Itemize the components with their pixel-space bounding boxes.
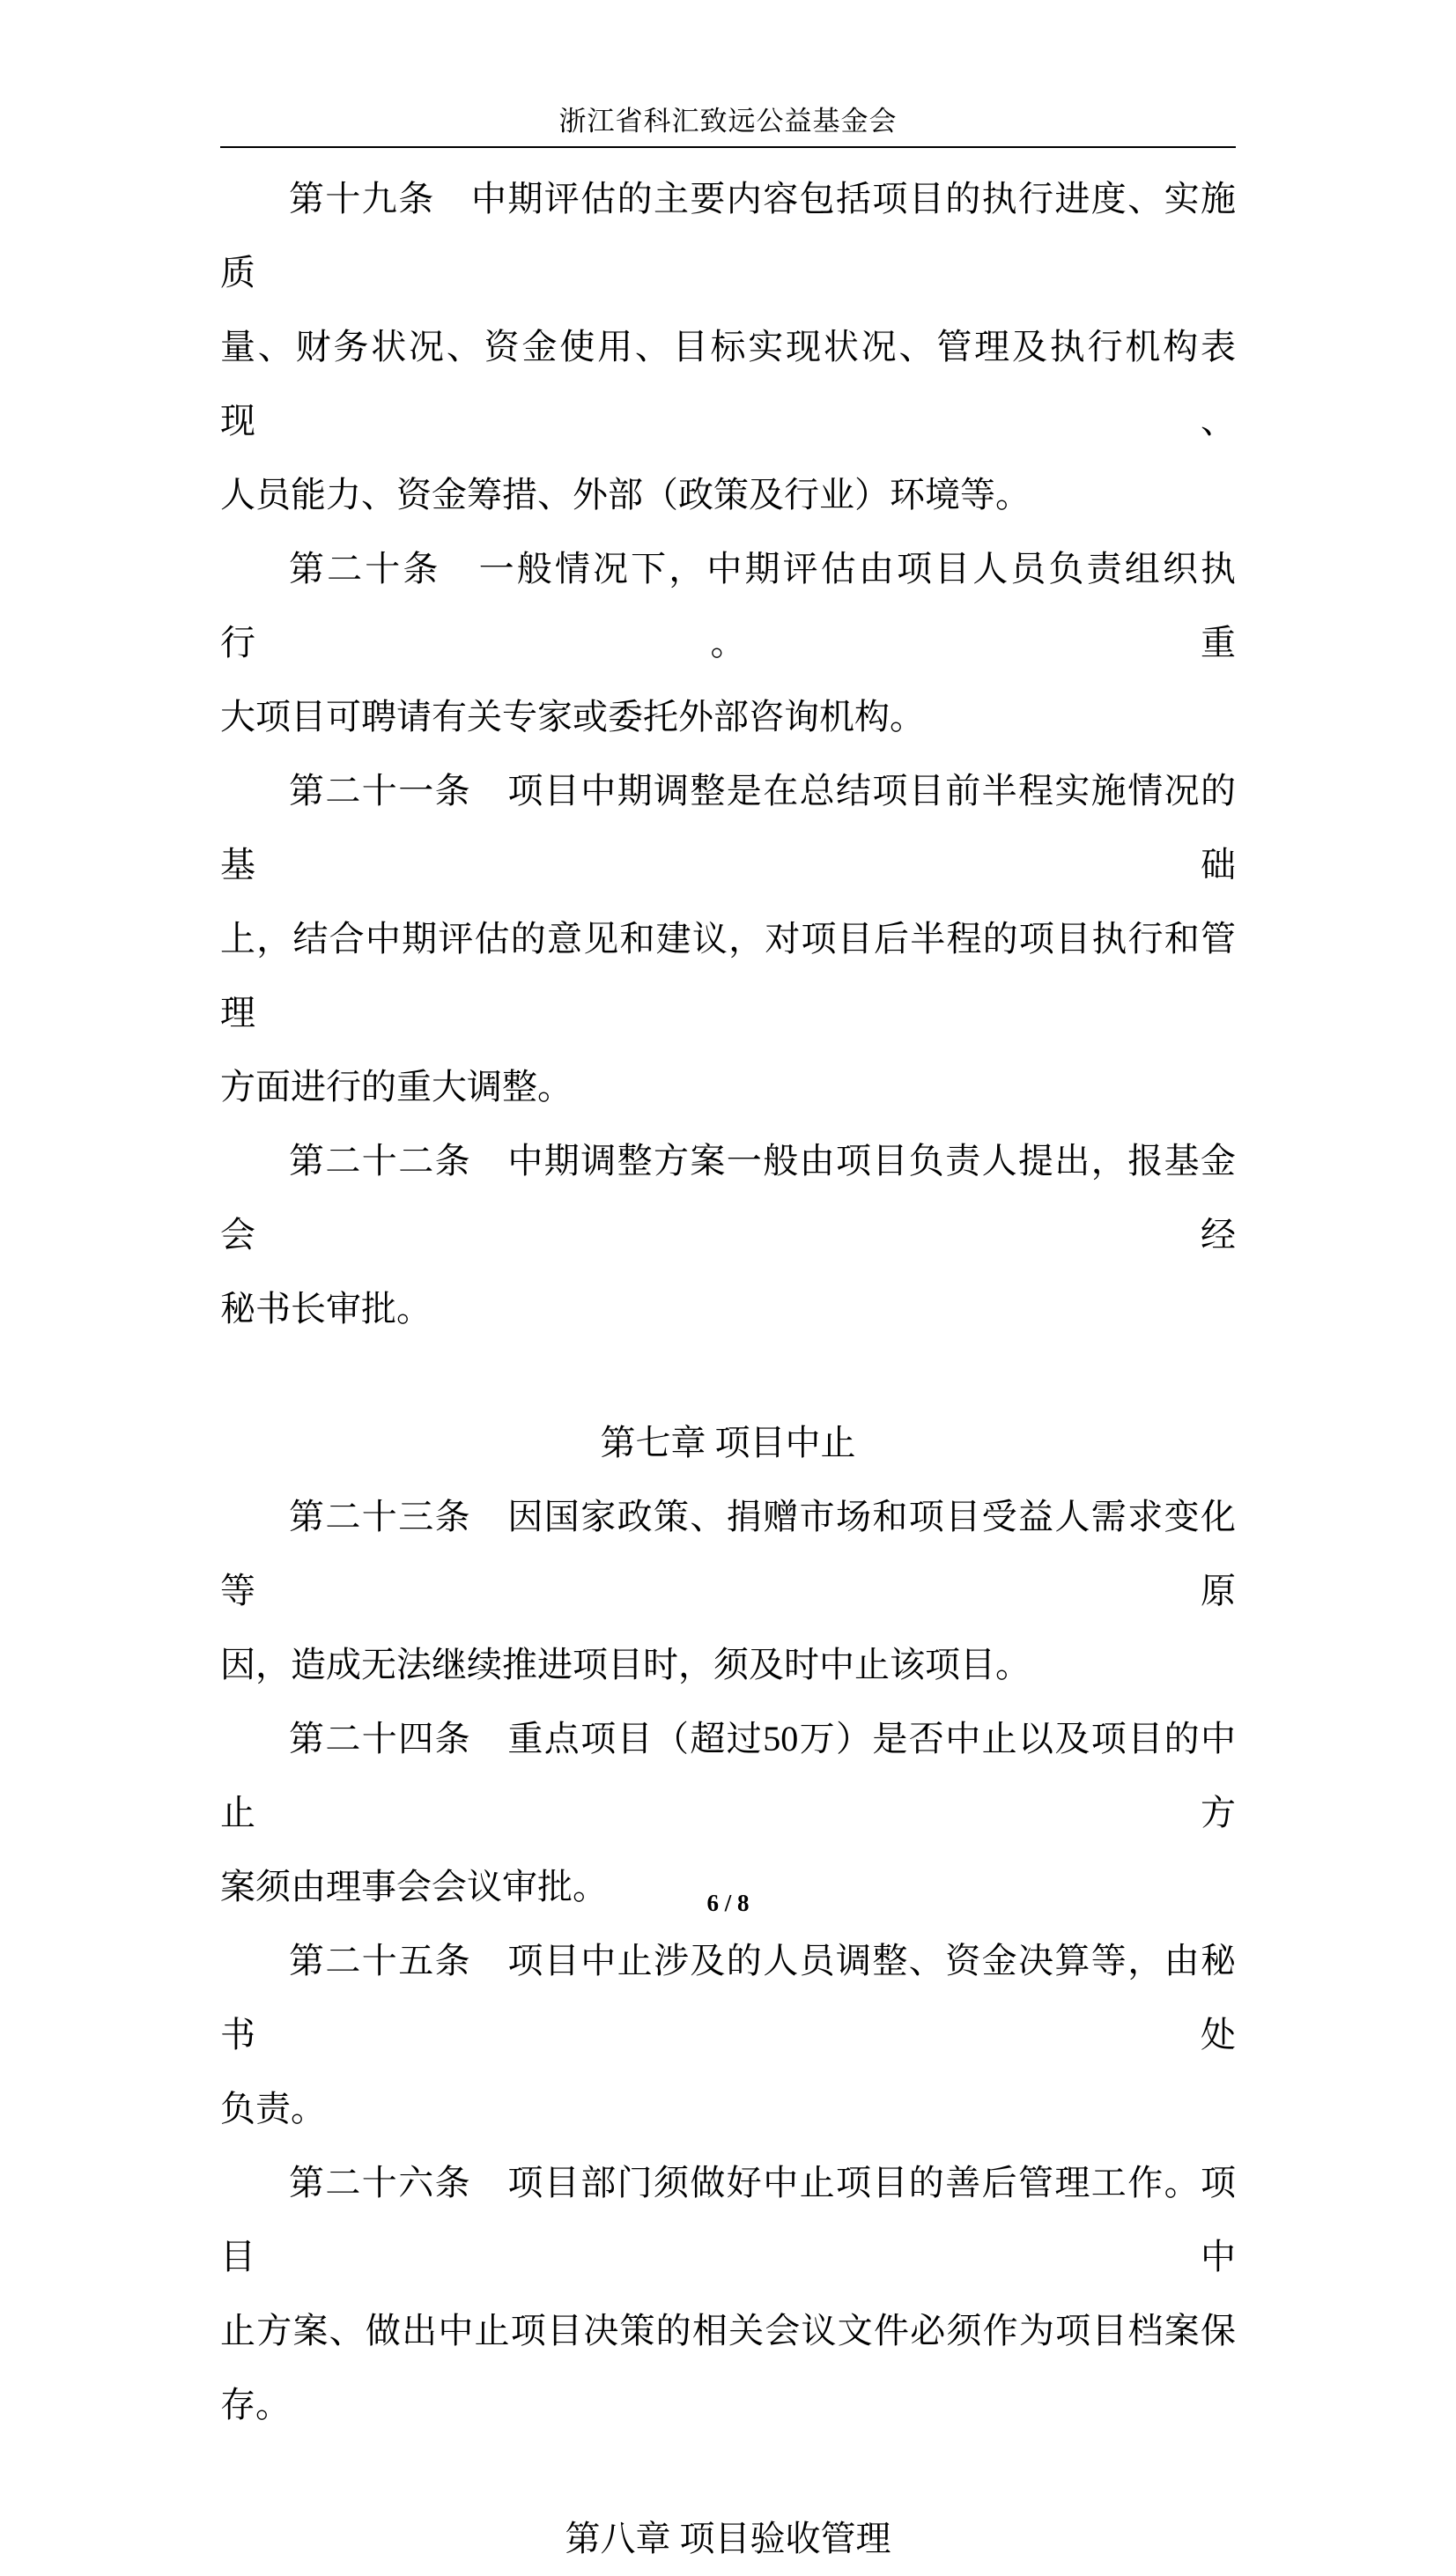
header-title: 浙江省科汇致远公益基金会 <box>558 106 898 137</box>
paragraph <box>220 532 1236 754</box>
paragraph-line: 第二十二条 中期调整方案一般由项目负责人提出，报基金会经 <box>220 1141 1236 1255</box>
paragraph-line: 负责。 <box>220 2089 326 2128</box>
paragraph <box>220 1124 1236 1346</box>
paragraph-line: 第二十条 一般情况下，中期评估由项目人员负责组织执行。重 <box>220 549 1236 663</box>
paragraph-line: 大项目可聘请有关专家或委托外部咨询机构。 <box>220 697 925 737</box>
paragraph <box>220 754 1236 1124</box>
paragraph-line: 方面进行的重大调整。 <box>220 1067 573 1107</box>
paragraph-line: 第二十一条 项目中期调整是在总结项目前半程实施情况的基础 <box>220 771 1236 885</box>
header-rule <box>220 146 1236 148</box>
paragraph-line: 量、财务状况、资金使用、目标实现状况、管理及执行机构表现、 <box>220 327 1236 440</box>
paragraph-line: 因，造成无法继续推进项目时，须及时中止该项目。 <box>220 1645 1031 1684</box>
paragraph-line: 人员能力、资金筹措、外部（政策及行业）环境等。 <box>220 475 1031 514</box>
chapter-heading: 第七章 项目中止 <box>600 1423 856 1462</box>
paragraph-line: 第十九条 中期评估的主要内容包括项目的执行进度、实施质 <box>220 179 1236 292</box>
chapter-heading: 第八章 项目验收管理 <box>565 2519 891 2558</box>
paragraph <box>220 162 1236 532</box>
paragraph-line: 存。 <box>220 2385 291 2424</box>
page-number: 6 / 8 <box>706 1890 750 1916</box>
paragraph-line: 上，结合中期评估的意见和建议，对项目后半程的项目执行和管理 <box>220 919 1236 1033</box>
paragraph <box>220 2146 1236 2442</box>
paragraph-line: 第二十四条 重点项目（超过50万）是否中止以及项目的中止方 <box>220 1719 1236 1832</box>
paragraph <box>220 1924 1236 2146</box>
paragraph-line: 第二十六条 项目部门须做好中止项目的善后管理工作。项目中 <box>220 2163 1236 2276</box>
paragraph-line: 案须由理事会会议审批。 <box>220 1867 608 1906</box>
paragraph-line: 止方案、做出中止项目决策的相关会议文件必须作为项目档案保 <box>220 2311 1236 2350</box>
paragraph-line: 秘书长审批。 <box>220 1289 432 1329</box>
paragraph-line: 第二十五条 项目中止涉及的人员调整、资金决算等，由秘书处 <box>220 1941 1236 2054</box>
document-body <box>220 162 1236 2576</box>
page-header <box>220 104 1236 139</box>
page-footer <box>0 1888 1456 1918</box>
paragraph <box>220 1480 1236 1702</box>
paragraph-line: 第二十三条 因国家政策、捐赠市场和项目受益人需求变化等原 <box>220 1497 1236 1610</box>
